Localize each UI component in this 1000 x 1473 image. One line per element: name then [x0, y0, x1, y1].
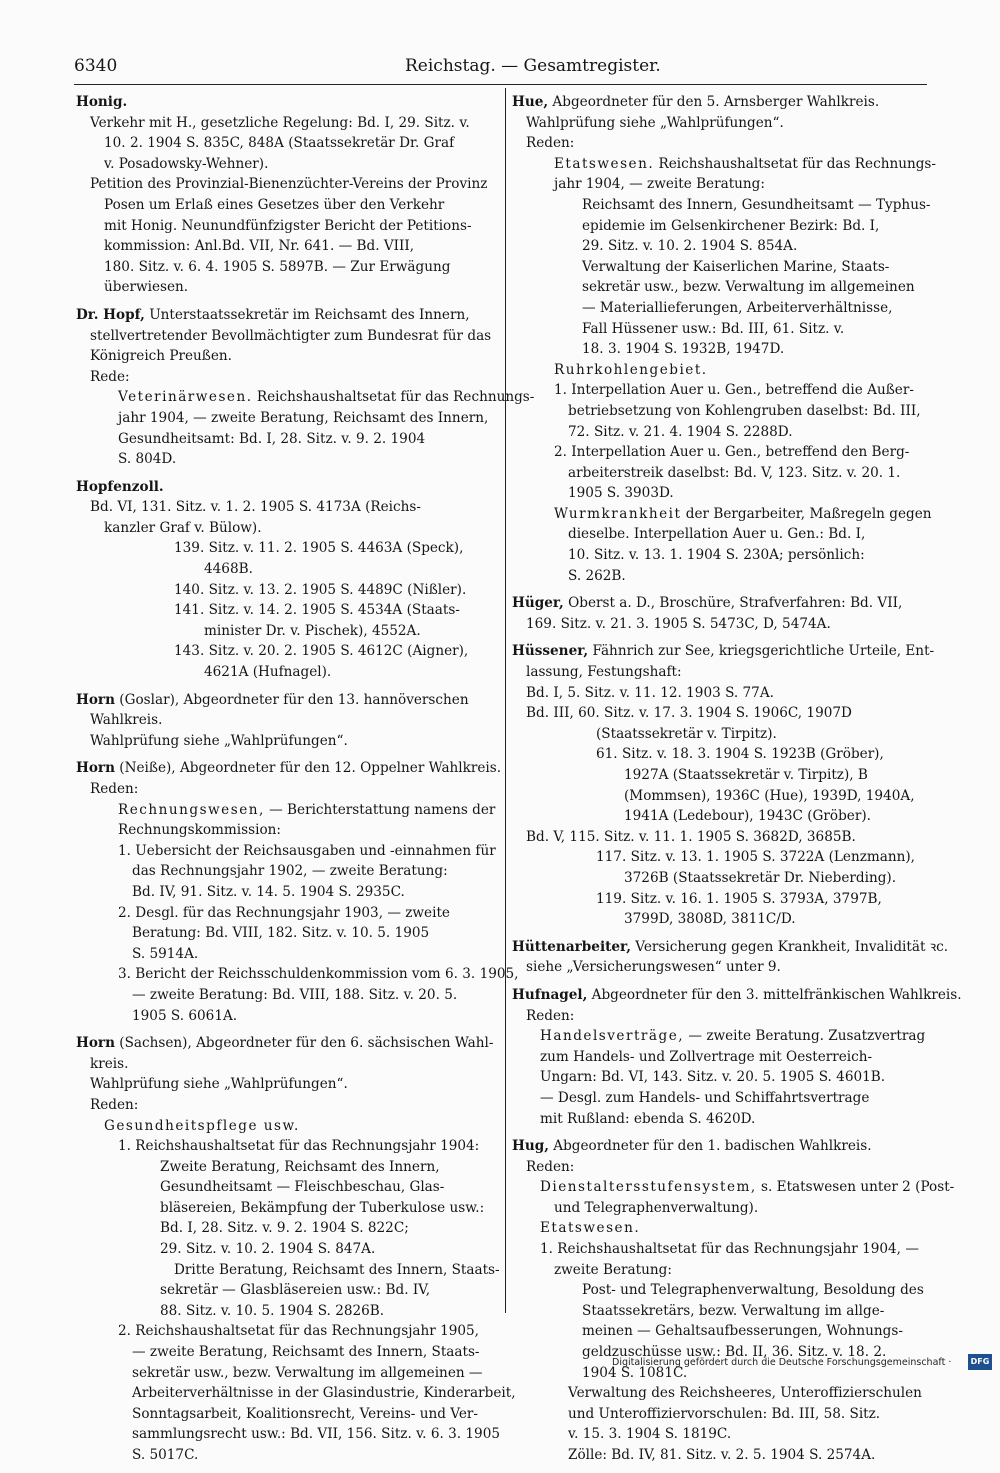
- subject-keyword: Wurmkrankheit: [554, 505, 682, 522]
- entry-line: Ungarn: Bd. VI, 143. Sitz. v. 20. 5. 1905 S. 4601B.: [540, 1069, 886, 1086]
- entry-headword: Hüssener,: [512, 643, 589, 660]
- entry-huettenarbeiter: [512, 937, 949, 978]
- entry-line: 117. Sitz. v. 13. 1. 1905 S. 3722A (Lenzmann),: [596, 849, 915, 866]
- entry-line: 10. 2. 1904 S. 835C, 848A (Staatssekretär Dr. Graf: [104, 135, 455, 152]
- entry-line: Verwaltung des Reichsheeres, Unteroffizierschulen: [568, 1385, 922, 1402]
- header-rule: [74, 84, 927, 85]
- entry-line: 29. Sitz. v. 10. 2. 1904 S. 847A.: [160, 1241, 376, 1258]
- entry-headword: Hufnagel,: [512, 986, 588, 1003]
- entry-line: — zweite Beratung: Bd. VIII, 188. Sitz. v. 20. 5.: [132, 986, 458, 1003]
- entry-line: 1. Reichshaushaltsetat für das Rechnungsjahr 1904:: [118, 1138, 480, 1155]
- entry-line: Gesundheitsamt: Bd. I, 28. Sitz. v. 9. 2. 1904: [118, 430, 426, 447]
- entry-line: Verkehr mit H., gesetzliche Regelung: Bd. I, 29. Sitz. v.: [90, 114, 470, 131]
- entry-line: Abgeordneter für den 1. badischen Wahlkreis.: [548, 1138, 872, 1155]
- footer-credit: Digitalisierung gefördert durch die Deutsche Forschungsgemeinschaft ·: [612, 1357, 952, 1368]
- entry-line: der Bergarbeiter, Maßregeln gegen: [681, 505, 932, 522]
- entry-line: und Telegraphenverwaltung).: [554, 1199, 759, 1216]
- entry-line: 1. Interpellation Auer u. Gen., betreffend die Außer-: [554, 382, 914, 399]
- entry-line: 3726B (Staatssekretär Dr. Nieberding).: [624, 869, 897, 886]
- entry-line: dieselbe. Interpellation Auer u. Gen.: Bd. I,: [568, 526, 866, 543]
- subject-keyword: Handelsverträge,: [540, 1028, 685, 1045]
- entry-horn-sachsen: [76, 1033, 516, 1465]
- entry-hufnagel: [512, 985, 962, 1129]
- entry-line: 2. Interpellation Auer u. Gen., betreffend den Berg-: [554, 444, 910, 461]
- subject-keyword: Gesundheitspflege usw.: [104, 1117, 300, 1134]
- entry-line: 1. Reichshaushaltsetat für das Rechnungsjahr 1904, —: [540, 1241, 919, 1258]
- entry-hue: [512, 92, 936, 586]
- entry-line: — zweite Beratung. Zusatzvertrag: [684, 1028, 926, 1045]
- entry-line: Wahlprüfung siehe „Wahlprüfungen“.: [90, 1076, 348, 1093]
- entry-line: betriebsetzung von Kohlengruben daselbst: Bd. III,: [568, 402, 921, 419]
- entry-line: Post- und Telegraphenverwaltung, Besoldung des: [582, 1282, 924, 1299]
- entry-hueger: [512, 593, 926, 634]
- entry-line: 29. Sitz. v. 10. 2. 1904 S. 854A.: [582, 238, 798, 255]
- entry-line: Reichsamt des Innern, Gesundheitsamt — Typhus-: [582, 196, 931, 213]
- entry-line: Wahlprüfung siehe „Wahlprüfungen“.: [526, 114, 784, 131]
- entry-headword: Honig.: [76, 94, 128, 110]
- entry-line: Unterstaatssekretär im Reichsamt des Innern,: [144, 306, 470, 323]
- entry-line: Abgeordneter für den 5. Arnsberger Wahlkreis.: [548, 94, 880, 110]
- entry-line: mit Rußland: ebenda S. 4620D.: [540, 1110, 756, 1127]
- entry-line: überwiesen.: [104, 279, 189, 296]
- entry-line: Bd. IV, 91. Sitz. v. 14. 5. 1904 S. 2935C.: [132, 883, 405, 900]
- entry-headword: Hue,: [512, 94, 549, 110]
- entry-headword: Hüger,: [512, 595, 564, 612]
- entry-line: Oberst a. D., Broschüre, Strafverfahren: Bd. VII,: [563, 595, 903, 612]
- entry-line: kreis.: [90, 1055, 129, 1072]
- entry-line: jahr 1904, — zweite Beratung, Reichsamt des Innern,: [118, 409, 489, 426]
- entry-headword: Hüttenarbeiter,: [512, 938, 631, 955]
- entry-line: jahr 1904, — zweite Beratung:: [554, 176, 765, 193]
- entry-line: zum Handels- und Zollvertrage mit Oesterreich-: [540, 1048, 873, 1065]
- entry-line: 1. Uebersicht der Reichsausgaben und -einnahmen für: [118, 842, 496, 859]
- entry-line: sammlungsrecht usw.: Bd. VII, 156. Sitz. v. 6. 3. 1905: [132, 1426, 500, 1443]
- entry-horn-neisse: [76, 758, 519, 1026]
- entry-line: Bd. I, 5. Sitz. v. 11. 12. 1903 S. 77A.: [526, 684, 774, 701]
- entry-line: und Unteroffiziervorschulen: Bd. III, 58. Sitz.: [568, 1405, 881, 1422]
- entry-line: Staatssekretärs, bezw. Verwaltung im allge-: [582, 1302, 885, 1319]
- entry-line: — zweite Beratung, Reichsamt des Innern, Staats-: [132, 1344, 480, 1361]
- entry-line: v. Posadowsky-Wehner).: [104, 155, 269, 172]
- entry-line: sekretär usw., bezw. Verwaltung im allgemeinen —: [132, 1364, 483, 1381]
- entry-line: Wahlprüfung siehe „Wahlprüfungen“.: [90, 732, 348, 749]
- entry-line: Reden:: [90, 1096, 139, 1113]
- entry-line: Arbeiterverhältnisse in der Glasindustrie, Kinderarbeit,: [132, 1385, 516, 1402]
- column-divider: [505, 88, 506, 1313]
- entry-line: Fähnrich zur See, kriegsgerichtliche Urteile, Ent-: [588, 643, 935, 660]
- entry-line: zweite Beratung:: [554, 1261, 672, 1278]
- entry-headword: Horn: [76, 760, 115, 777]
- subject-keyword: Etatswesen.: [554, 155, 655, 172]
- entry-line: 143. Sitz. v. 20. 2. 1905 S. 4612C (Aigner),: [174, 643, 469, 660]
- entry-honig: [76, 92, 496, 298]
- subject-keyword: Veterinärwesen.: [118, 389, 253, 406]
- subject-keyword: Rechnungswesen,: [118, 801, 265, 818]
- entry-line: s. Etatswesen unter 2 (Post-: [756, 1179, 955, 1196]
- entry-line: Reichshaushaltsetat für das Rechnungs-: [654, 155, 936, 172]
- entry-line: Verwaltung der Kaiserlichen Marine, Staats-: [582, 258, 890, 275]
- entry-line: v. 15. 3. 1904 S. 1819C.: [568, 1426, 732, 1443]
- entry-line: 1905 S. 6061A.: [132, 1007, 238, 1024]
- entry-line: 140. Sitz. v. 13. 2. 1905 S. 4489C (Nißler).: [174, 581, 467, 598]
- entry-line: 10. Sitz. v. 13. 1. 1904 S. 230A; persönlich:: [568, 547, 865, 564]
- entry-line: 1941A (Ledebour), 1943C (Gröber).: [624, 808, 871, 825]
- entry-line: Reichshaushaltsetat für das Rechnungs-: [252, 389, 535, 406]
- entry-line: minister Dr. v. Pischek), 4552A.: [204, 622, 421, 639]
- entry-line: mit Honig. Neunundfünfzigster Bericht der Petitions-: [104, 217, 472, 234]
- entry-line: geldzuschüsse usw.: Bd. II, 36. Sitz. v. 18. 2.: [582, 1344, 887, 1361]
- entry-headword: Horn: [76, 1035, 115, 1052]
- entry-line: Rechnungskommission:: [118, 822, 281, 839]
- entry-line: Reden:: [526, 135, 575, 152]
- entry-line: stellvertretender Bevollmächtigter zum Bundesrat für das: [90, 327, 492, 344]
- entry-line: kanzler Graf v. Bülow).: [104, 519, 262, 536]
- entry-line: 141. Sitz. v. 14. 2. 1905 S. 4534A (Staats-: [174, 602, 460, 619]
- page-number: 6340: [74, 56, 118, 76]
- entry-line: sekretär usw., bezw. Verwaltung im allgemeinen: [582, 279, 915, 296]
- entry-line: 1904 S. 1081C.: [582, 1364, 688, 1381]
- entry-line: kommission: Anl.Bd. VII, Nr. 641. — Bd. VIII,: [104, 238, 415, 255]
- entry-hopfenzoll: [76, 477, 496, 683]
- entry-line: (Sachsen), Abgeordneter für den 6. sächsischen Wahl-: [114, 1035, 494, 1052]
- entry-line: das Rechnungsjahr 1902, — zweite Beratung:: [132, 863, 448, 880]
- entry-line: 61. Sitz. v. 18. 3. 1904 S. 1923B (Gröber),: [596, 746, 884, 763]
- entry-line: Dritte Beratung, Reichsamt des Innern, Staats-: [174, 1261, 500, 1278]
- entry-line: 2. Desgl. für das Rechnungsjahr 1903, — zweite: [118, 904, 450, 921]
- entry-line: 1927A (Staatssekretär v. Tirpitz), B: [624, 767, 868, 783]
- entry-line: Posen um Erlaß eines Gesetzes über den Verkehr: [104, 196, 445, 213]
- right-column: [512, 92, 962, 1473]
- entry-line: sekretär — Glasbläsereien usw.: Bd. IV,: [160, 1282, 431, 1299]
- entry-line: 4468B.: [204, 561, 253, 578]
- entry-line: Rede:: [90, 368, 130, 385]
- entry-line: Königreich Preußen.: [90, 348, 233, 365]
- entry-line: Fall Hüssener usw.: Bd. III, 61. Sitz. v.: [582, 320, 845, 337]
- entry-headword: Horn: [76, 691, 115, 708]
- entry-hug: [512, 1136, 955, 1466]
- entry-line: Bd. VI, 131. Sitz. v. 1. 2. 1905 S. 4173A (Reichs-: [90, 499, 421, 516]
- entry-line: arbeiterstreik daselbst: Bd. V, 123. Sitz. v. 20. 1.: [568, 464, 901, 481]
- entry-line: bläsereien, Bekämpfung der Tuberkulose usw.:: [160, 1199, 485, 1216]
- entry-line: (Neiße), Abgeordneter für den 12. Oppelner Wahlkreis.: [114, 760, 502, 777]
- entry-line: Bd. V, 115. Sitz. v. 11. 1. 1905 S. 3682D, 3685B.: [526, 828, 856, 845]
- entry-line: S. 804D.: [118, 451, 177, 468]
- entry-line: Reden:: [90, 781, 139, 797]
- entry-line: — Materiallieferungen, Arbeiterverhältnisse,: [582, 299, 893, 316]
- entry-line: — Desgl. zum Handels- und Schiffahrtsvertrage: [540, 1089, 870, 1106]
- entry-headword: Hopfenzoll.: [76, 478, 164, 495]
- entry-line: 119. Sitz. v. 16. 1. 1905 S. 3793A, 3797B,: [596, 890, 882, 907]
- entry-line: S. 5017C.: [132, 1447, 199, 1463]
- entry-line: Reden:: [526, 1158, 575, 1175]
- subject-keyword: Dienstaltersstufensystem,: [540, 1179, 757, 1196]
- entry-line: Sonntagsarbeit, Koalitionsrecht, Vereins- und Ver-: [132, 1405, 478, 1422]
- entry-line: siehe „Versicherungswesen“ unter 9.: [526, 959, 781, 976]
- entry-headword: Hug,: [512, 1138, 549, 1155]
- entry-line: 3. Bericht der Reichsschuldenkommission vom 6. 3. 1905,: [118, 966, 519, 983]
- entry-line: 169. Sitz. v. 21. 3. 1905 S. 5473C, D, 5474A.: [526, 615, 831, 632]
- entry-line: S. 262B.: [568, 567, 626, 584]
- entry-line: epidemie im Gelsenkirchener Bezirk: Bd. I,: [582, 217, 880, 234]
- entry-line: (Staatssekretär v. Tirpitz).: [596, 725, 777, 742]
- entry-horn-goslar: [76, 690, 496, 752]
- entry-line: (Mommsen), 1936C (Hue), 1939D, 1940A,: [624, 787, 915, 804]
- entry-line: 18. 3. 1904 S. 1932B, 1947D.: [582, 341, 785, 358]
- entry-line: Gesundheitsamt — Fleischbeschau, Glas-: [160, 1179, 445, 1196]
- entry-line: Bd. III, 60. Sitz. v. 17. 3. 1904 S. 1906C, 1907D: [526, 705, 852, 722]
- entry-line: lassung, Festungshaft:: [526, 664, 682, 681]
- entry-line: 1905 S. 3903D.: [568, 485, 674, 502]
- entry-line: Zölle: Bd. IV, 81. Sitz. v. 2. 5. 1904 S. 2574A.: [568, 1447, 876, 1463]
- entry-line: S. 5914A.: [132, 945, 199, 962]
- entry-line: Petition des Provinzial-Bienenzüchter-Vereins der Provinz: [90, 176, 488, 193]
- entry-line: 180. Sitz. v. 6. 4. 1905 S. 5897B. — Zur Erwägung: [104, 258, 451, 275]
- subject-keyword: Ruhrkohlengebiet.: [554, 361, 708, 378]
- entry-line: 72. Sitz. v. 21. 4. 1904 S. 2288D.: [568, 423, 793, 440]
- entry-line: Versicherung gegen Krankheit, Invalidität ꝛc.: [630, 938, 949, 955]
- dfg-logo-icon: DFG: [968, 1354, 992, 1370]
- entry-line: 2. Reichshaushaltsetat für das Rechnungsjahr 1905,: [118, 1323, 480, 1340]
- entry-line: 3799D, 3808D, 3811C/D.: [624, 911, 796, 928]
- entry-huessener: [512, 641, 935, 929]
- entry-line: meinen — Gehaltsaufbesserungen, Wohnungs-: [582, 1323, 903, 1340]
- entry-line: Zweite Beratung, Reichsamt des Innern,: [160, 1158, 440, 1175]
- entry-line: Reden:: [526, 1007, 575, 1024]
- entry-line: 4621A (Hufnagel).: [204, 664, 332, 681]
- entry-line: Abgeordneter für den 3. mittelfränkischen Wahlkreis.: [587, 986, 962, 1003]
- entry-line: 88. Sitz. v. 10. 5. 1904 S. 2826B.: [160, 1302, 385, 1319]
- subject-keyword: Etatswesen.: [540, 1220, 641, 1237]
- page-title: Reichstag. — Gesamtregister.: [405, 56, 661, 76]
- entry-line: Wahlkreis.: [90, 712, 163, 729]
- entry-line: (Goslar), Abgeordneter für den 13. hannöverschen: [114, 691, 469, 708]
- entry-headword: Dr. Hopf,: [76, 306, 145, 323]
- entry-hopf: [76, 305, 535, 470]
- entry-line: Beratung: Bd. VIII, 182. Sitz. v. 10. 5. 1905: [132, 925, 430, 942]
- entry-line: 139. Sitz. v. 11. 2. 1905 S. 4463A (Speck),: [174, 540, 464, 557]
- entry-line: Bd. I, 28. Sitz. v. 9. 2. 1904 S. 822C;: [160, 1220, 409, 1237]
- entry-line: — Berichterstattung namens der: [264, 801, 496, 818]
